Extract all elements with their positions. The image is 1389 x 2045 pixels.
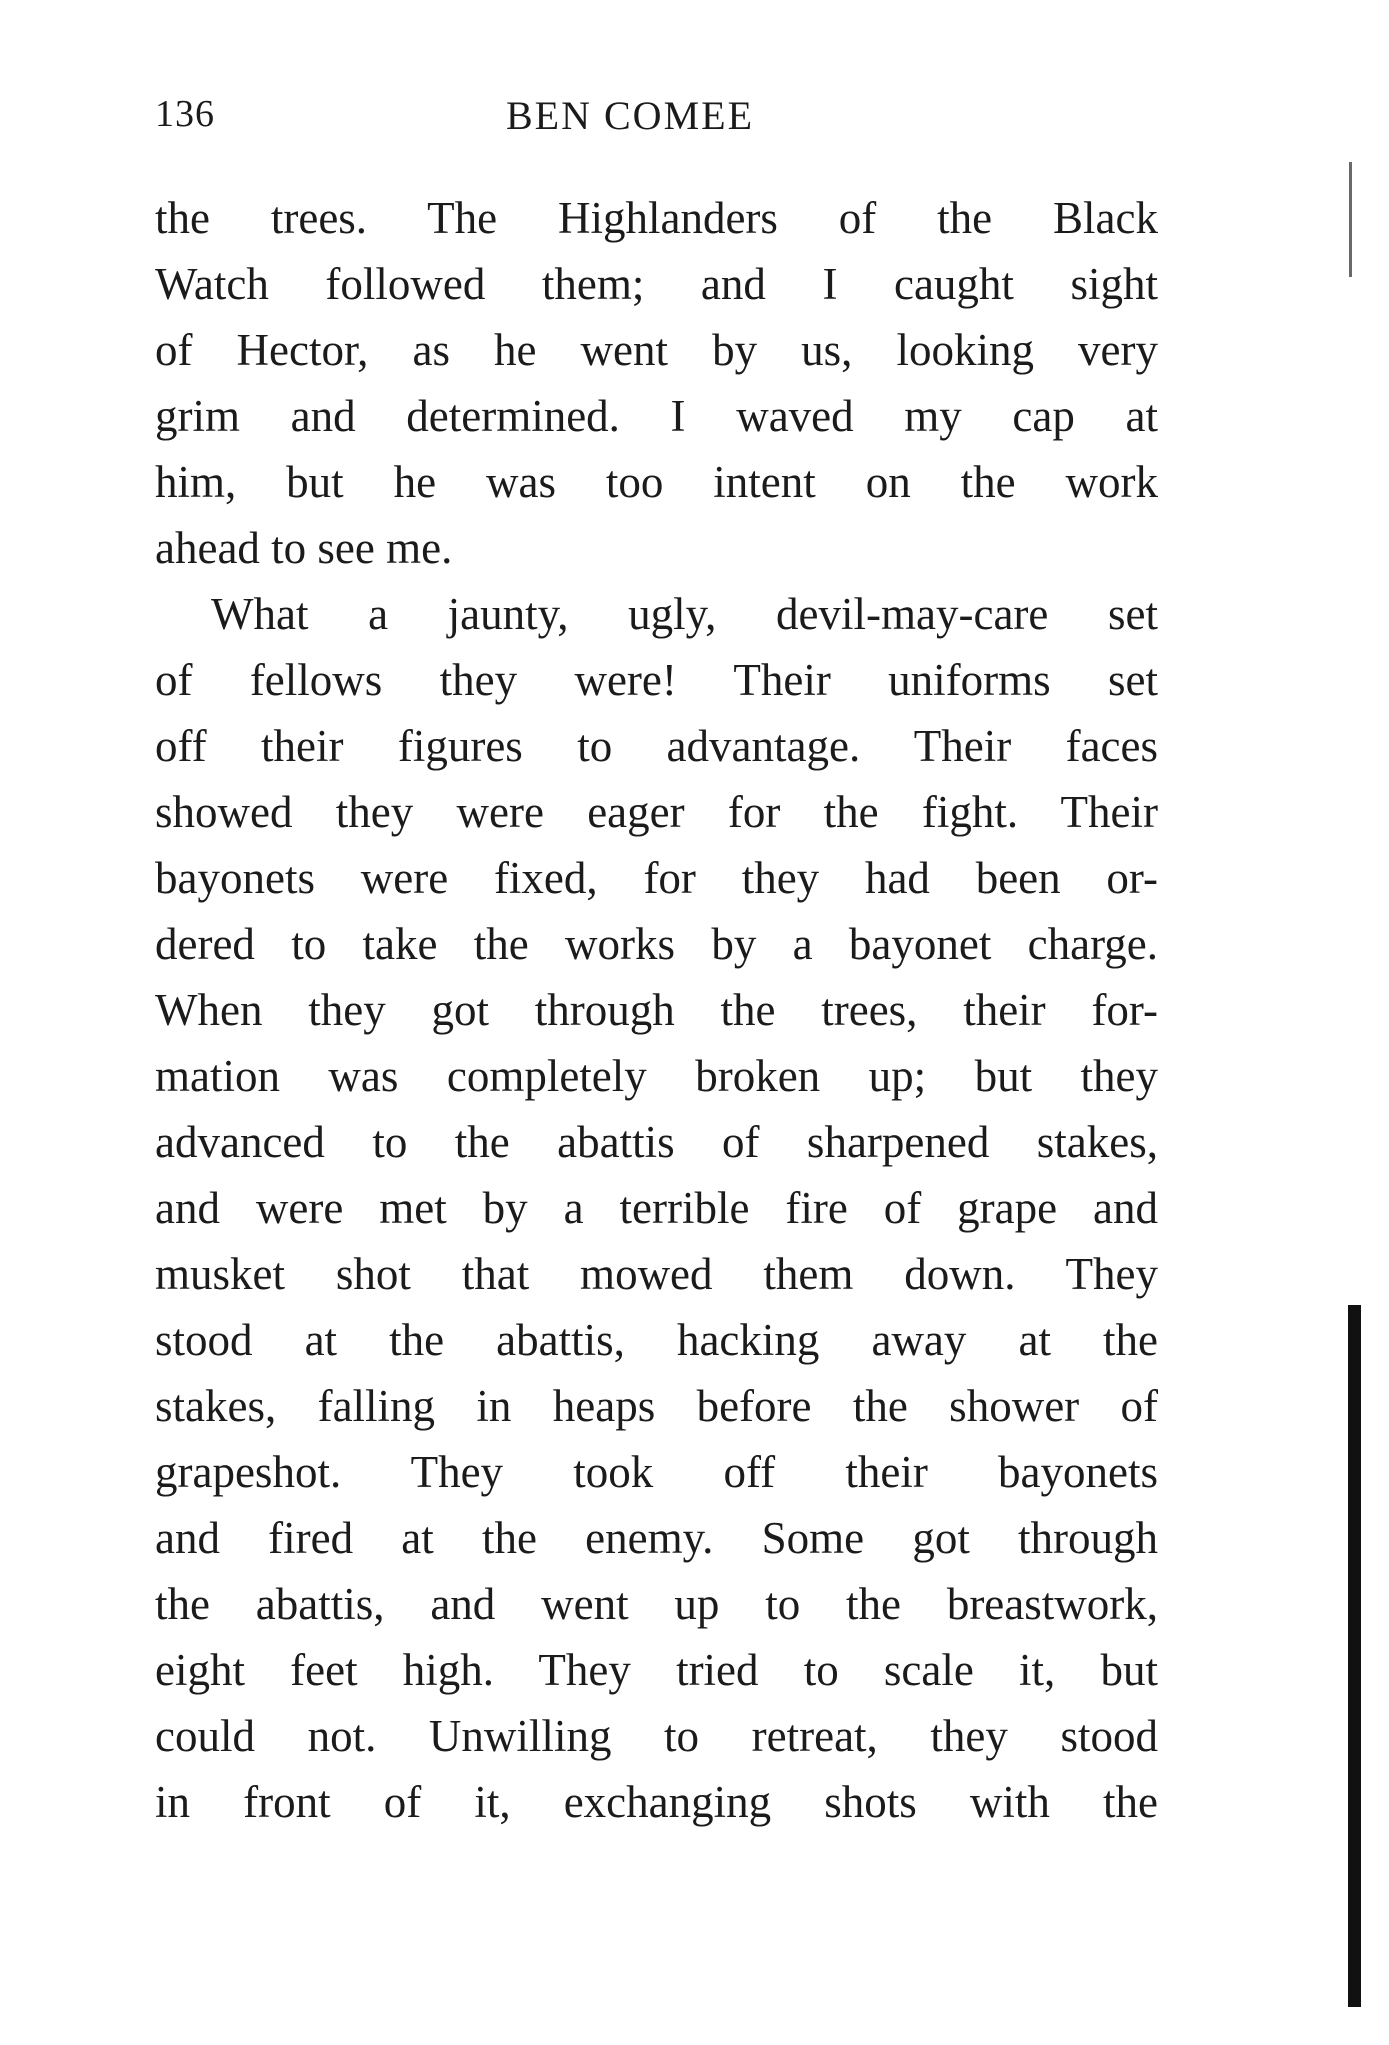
page-number: 136 (155, 93, 215, 135)
paragraph-2 (155, 581, 1158, 1835)
text-line: eight feet high. They tried to scale it, but (155, 1645, 1158, 1695)
text-line: and were met by a terrible fire of grape and (155, 1183, 1158, 1233)
text-line: stakes, falling in heaps before the shower of (155, 1381, 1158, 1431)
text-line: and fired at the enemy. Some got through (155, 1513, 1158, 1563)
paragraph-1 (155, 185, 1158, 581)
text-line: of Hector, as he went by us, looking very (155, 325, 1158, 375)
text-line: What a jaunty, ugly, devil-may-care set (211, 589, 1158, 639)
text-line: off their figures to advantage. Their faces (155, 721, 1158, 771)
text-line: When they got through the trees, their for- (155, 985, 1158, 1035)
text-line: him, but he was too intent on the work (155, 457, 1158, 507)
text-line: the abattis, and went up to the breastwork, (155, 1579, 1158, 1629)
text-line: advanced to the abattis of sharpened stakes, (155, 1117, 1158, 1167)
text-line: stood at the abattis, hacking away at the (155, 1315, 1158, 1365)
text-line: musket shot that mowed them down. They (155, 1249, 1158, 1299)
text-line: ahead to see me. (155, 523, 453, 573)
text-line: the trees. The Highlanders of the Black (155, 193, 1158, 243)
text-line: of fellows they were! Their uniforms set (155, 655, 1158, 705)
text-line: dered to take the works by a bayonet charge. (155, 919, 1158, 969)
text-line: in front of it, exchanging shots with the (155, 1777, 1158, 1827)
running-title: BEN COMEE (506, 93, 754, 138)
text-line: bayonets were fixed, for they had been or- (155, 853, 1158, 903)
text-line: mation was completely broken up; but they (155, 1051, 1158, 1101)
text-line: showed they were eager for the fight. Their (155, 787, 1158, 837)
text-line: grapeshot. They took off their bayonets (155, 1447, 1158, 1497)
text-line: Watch followed them; and I caught sight (155, 259, 1158, 309)
page-header (155, 92, 1165, 152)
body-text (155, 185, 1158, 1835)
binding-shadow-bottom (1348, 1305, 1361, 2007)
text-line: could not. Unwilling to retreat, they stood (155, 1711, 1158, 1761)
text-line: grim and determined. I waved my cap at (155, 391, 1158, 441)
binding-shadow-top (1349, 162, 1352, 277)
